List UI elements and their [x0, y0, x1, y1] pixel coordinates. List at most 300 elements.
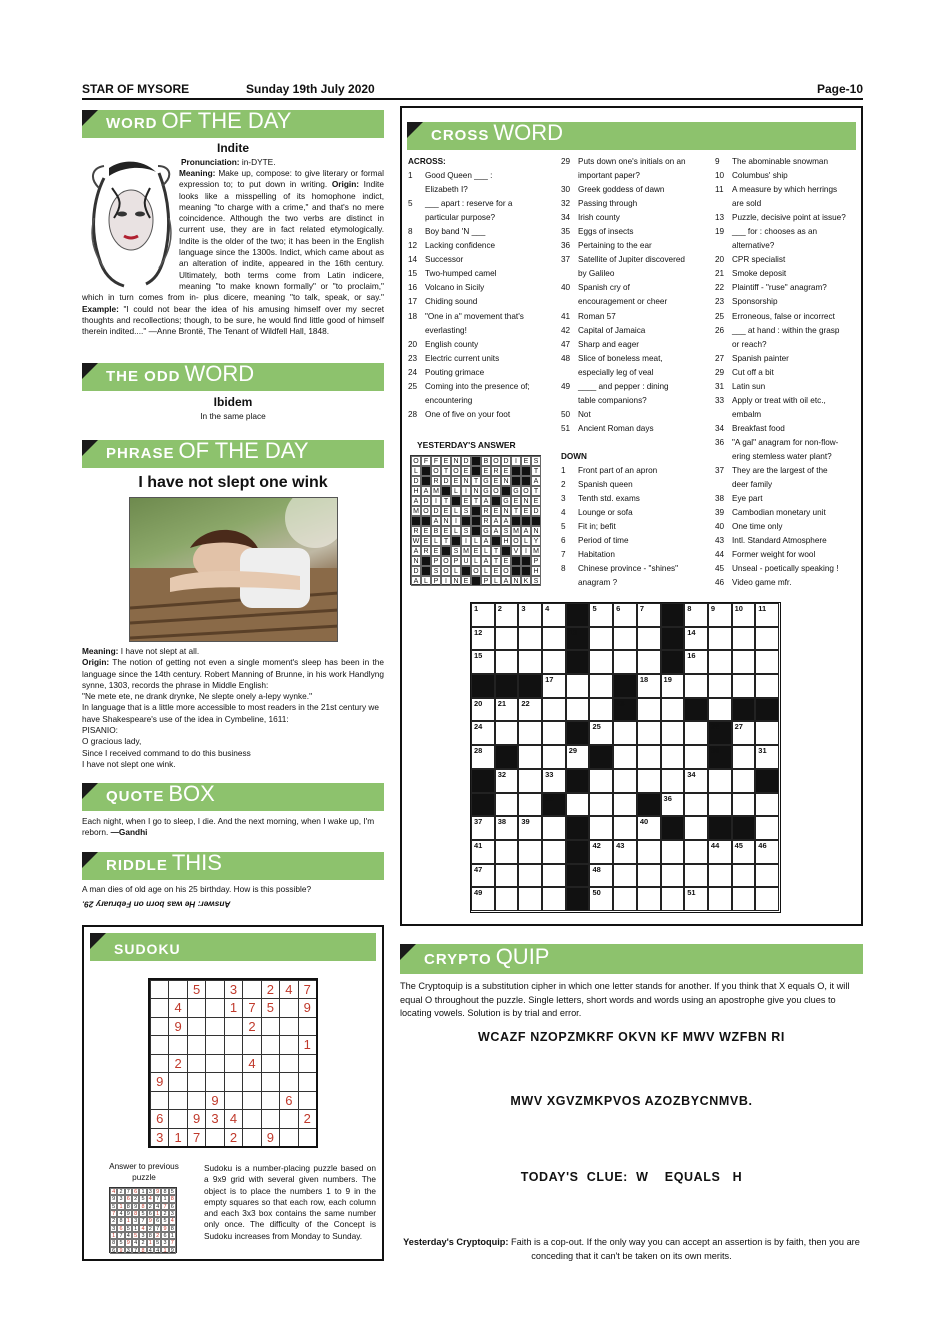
crossword-cell[interactable]: [637, 745, 661, 769]
crossword-cell[interactable]: [542, 603, 566, 627]
sudoku-cell[interactable]: [279, 1072, 297, 1090]
sudoku-answer-cell: 5: [110, 1203, 117, 1210]
crossword-cell[interactable]: [708, 793, 732, 817]
crossword-cell[interactable]: [755, 721, 779, 745]
sudoku-cell[interactable]: [224, 1054, 242, 1072]
sudoku-cell: 9: [187, 1109, 205, 1127]
black-square: [684, 698, 708, 722]
crossword-cell[interactable]: [471, 627, 495, 651]
crossword-cell[interactable]: [755, 887, 779, 911]
sudoku-answer-cell: 8: [169, 1195, 176, 1202]
sudoku-cell[interactable]: [205, 1017, 223, 1035]
answer-cell: D: [421, 496, 431, 506]
clue-item: 48 Slice of boneless meat,: [561, 353, 663, 363]
sudoku-cell[interactable]: [150, 1017, 168, 1035]
clue-number: 43: [616, 840, 625, 850]
crossword-cell[interactable]: [495, 793, 519, 817]
crossword-cell[interactable]: [613, 887, 637, 911]
crossword-cell[interactable]: [613, 650, 637, 674]
clue-number: 19: [663, 675, 672, 685]
crossword-cell[interactable]: [732, 627, 756, 651]
crossword-cell[interactable]: [471, 887, 495, 911]
crossword-cell[interactable]: [613, 745, 637, 769]
crossword-cell[interactable]: [542, 887, 566, 911]
crossword-cell[interactable]: [684, 769, 708, 793]
crossword-cell[interactable]: [566, 674, 590, 698]
sudoku-cell: 2: [261, 980, 279, 998]
crossword-cell[interactable]: [613, 816, 637, 840]
sudoku-answer-cell: 2: [117, 1188, 124, 1195]
sudoku-cell[interactable]: [187, 1054, 205, 1072]
crossword-cell[interactable]: [613, 721, 637, 745]
sudoku-answer-cell: 6: [147, 1210, 154, 1217]
crossword-cell[interactable]: [708, 674, 732, 698]
sudoku-cell[interactable]: [150, 1035, 168, 1053]
crossword-cell[interactable]: [589, 721, 613, 745]
crossword-cell[interactable]: [684, 864, 708, 888]
crossword-cell[interactable]: [708, 627, 732, 651]
crossword-cell[interactable]: [708, 650, 732, 674]
sudoku-answer-cell: 7: [125, 1188, 132, 1195]
clue-item: everlasting!: [425, 325, 467, 335]
crossword-cell[interactable]: [589, 793, 613, 817]
word-of-day-banner: WORD OF THE DAY: [82, 110, 384, 138]
answer-cell: [521, 476, 531, 486]
crossword-cell[interactable]: [708, 698, 732, 722]
crossword-cell[interactable]: [684, 745, 708, 769]
crossword-cell[interactable]: [542, 816, 566, 840]
sudoku-cell[interactable]: [279, 1109, 297, 1127]
clue-item: 2 Spanish queen: [561, 480, 633, 490]
crossword-cell[interactable]: [495, 603, 519, 627]
answer-cell: [421, 466, 431, 476]
answer-cell: E: [431, 546, 441, 556]
crossword-cell[interactable]: [708, 769, 732, 793]
sudoku-cell[interactable]: [150, 980, 168, 998]
crossword-cell[interactable]: [495, 887, 519, 911]
sudoku-cell[interactable]: [224, 1072, 242, 1090]
sudoku-cell[interactable]: [298, 1017, 316, 1035]
sudoku-cell[interactable]: [205, 1072, 223, 1090]
crossword-cell[interactable]: [566, 793, 590, 817]
crossword-cell[interactable]: [518, 840, 542, 864]
crossword-cell[interactable]: [613, 864, 637, 888]
answer-cell: A: [481, 496, 491, 506]
crossword-cell[interactable]: [684, 674, 708, 698]
clue-item: 40 One time only: [715, 522, 783, 532]
sudoku-cell[interactable]: [242, 1128, 260, 1146]
crossword-cell[interactable]: [755, 793, 779, 817]
crossword-cell[interactable]: [637, 698, 661, 722]
answer-cell: L: [471, 536, 481, 546]
crossword-cell[interactable]: [495, 650, 519, 674]
sudoku-cell[interactable]: [261, 1054, 279, 1072]
crossword-cell[interactable]: [684, 793, 708, 817]
crossword-cell[interactable]: [566, 745, 590, 769]
odd-word-banner: THE ODD WORD: [82, 363, 384, 391]
clue-number: 20: [474, 698, 483, 708]
phrase-body: Meaning: I have not slept at all. Origin: The notion of getting not even a single moment's sleep has been in the language since the 14th century. Robert Manning of Brunne, in his work Handlyng synne, 1303, records the phrase in Middle English: "Ne mete ete, ne drank drynke, Ne slepte onely a-lepy wynke." In language that is a little more accessible to most readers in the 21st century we have Shakespeare's use of the idea in Cymbeline, 1611: PISANIO: O gracious lady, Since I received command to do this business I have not slept one wink.: [82, 646, 384, 769]
crossword-cell[interactable]: [589, 674, 613, 698]
crossword-cell[interactable]: [661, 674, 685, 698]
crossword-cell[interactable]: [755, 816, 779, 840]
crossword-cell[interactable]: [732, 603, 756, 627]
clue-number: 47: [474, 864, 483, 874]
answer-cell: L: [481, 546, 491, 556]
crossword-cell[interactable]: [495, 721, 519, 745]
crossword-cell[interactable]: [471, 745, 495, 769]
sudoku-cell[interactable]: [224, 1091, 242, 1109]
cryptoquip-line2: MWV XGVZMKPVOS AZOZBYCNMVB.: [510, 1094, 753, 1108]
crossword-cell[interactable]: [661, 745, 685, 769]
clue-item: anagram ?: [578, 578, 618, 588]
crossword-cell[interactable]: [542, 745, 566, 769]
answer-cell: N: [471, 486, 481, 496]
crossword-cell[interactable]: [684, 627, 708, 651]
sudoku-cell[interactable]: [242, 980, 260, 998]
crossword-cell[interactable]: [637, 603, 661, 627]
crossword-cell[interactable]: [495, 864, 519, 888]
crossword-cell[interactable]: [755, 745, 779, 769]
crossword-cell[interactable]: [661, 721, 685, 745]
sudoku-answer-cell: 8: [117, 1217, 124, 1224]
sudoku-cell[interactable]: [279, 1035, 297, 1053]
crossword-cell[interactable]: [732, 887, 756, 911]
clue-number: 48: [592, 864, 601, 874]
clue-item: ering stemless water plant?: [732, 451, 832, 461]
crossword-cell[interactable]: [518, 887, 542, 911]
sudoku-cell[interactable]: [150, 1091, 168, 1109]
crossword-cell[interactable]: [471, 603, 495, 627]
clue-item: 22 Plaintiff - "ruse" anagram?: [715, 283, 827, 293]
sudoku-cell[interactable]: [298, 1091, 316, 1109]
answer-cell: T: [441, 536, 451, 546]
answer-cell: O: [441, 566, 451, 576]
crossword-cell[interactable]: [755, 603, 779, 627]
crossword-cell[interactable]: [732, 864, 756, 888]
sudoku-answer-cell: 9: [110, 1195, 117, 1202]
sudoku-cell: 3: [150, 1128, 168, 1146]
crossword-cell[interactable]: [708, 864, 732, 888]
crossword-cell[interactable]: [471, 721, 495, 745]
crossword-cell[interactable]: [684, 816, 708, 840]
crossword-cell[interactable]: [732, 769, 756, 793]
crossword-cell[interactable]: [589, 816, 613, 840]
answer-cell: E: [471, 546, 481, 556]
crossword-cell[interactable]: [708, 887, 732, 911]
sudoku-cell[interactable]: [261, 1091, 279, 1109]
answer-cell: [421, 566, 431, 576]
crossword-cell[interactable]: [684, 840, 708, 864]
crossword-cell[interactable]: [518, 745, 542, 769]
sudoku-answer-cell: 6: [117, 1225, 124, 1232]
crossword-cell[interactable]: [732, 674, 756, 698]
sudoku-cell: 3: [224, 980, 242, 998]
crossword-cell[interactable]: [661, 769, 685, 793]
crossword-cell[interactable]: [732, 721, 756, 745]
crossword-cell[interactable]: [684, 887, 708, 911]
clue-number: 15: [474, 651, 483, 661]
clue-item: 36 Pertaining to the ear: [561, 241, 652, 251]
crossword-cell[interactable]: [684, 721, 708, 745]
crossword-cell[interactable]: [518, 793, 542, 817]
crossword-cell[interactable]: [518, 603, 542, 627]
crossword-cell[interactable]: [542, 769, 566, 793]
clue-item: 35 Eggs of insects: [561, 227, 634, 237]
answer-cell: I: [441, 576, 451, 586]
clue-number: 45: [734, 840, 743, 850]
crossword-cell[interactable]: [589, 769, 613, 793]
crossword-cell[interactable]: [518, 721, 542, 745]
crossword-cell[interactable]: [589, 650, 613, 674]
sudoku-cell[interactable]: [168, 1072, 186, 1090]
answer-cell: O: [441, 556, 451, 566]
answer-cell: S: [531, 576, 541, 586]
answer-cell: N: [451, 576, 461, 586]
clue-number: 16: [687, 651, 696, 661]
crossword-cell[interactable]: [589, 627, 613, 651]
crossword-cell[interactable]: [495, 627, 519, 651]
sudoku-cell[interactable]: [150, 998, 168, 1016]
crossword-cell[interactable]: [732, 840, 756, 864]
crossword-cell[interactable]: [637, 769, 661, 793]
clue-number: 25: [592, 722, 601, 732]
clue-number: 21: [497, 698, 507, 708]
crossword-cell[interactable]: [613, 627, 637, 651]
crossword-cell[interactable]: [589, 603, 613, 627]
crossword-cell[interactable]: [542, 840, 566, 864]
across-clues-col1: ACROSS: 1 Good Queen ___ : Elizabeth I? 5 ___ apart : reserve for a particular purpose? 8 Boy band 'N ___ 12 Lacking confidence 14 Successor 15 Two-humped camel 16 Volcano in Sicily 17 Chiding sound 18 "One in a" movement that's everlasting! 20 English county 23 Electric current units 24 Pouting grimace 25 Coming into the presence of; encountering 28 One of five on your foot: [408, 155, 558, 422]
answer-cell: E: [441, 506, 451, 516]
crossword-cell[interactable]: [637, 840, 661, 864]
crossword-cell[interactable]: [518, 627, 542, 651]
crossword-cell[interactable]: [684, 650, 708, 674]
sudoku-cell[interactable]: [261, 1109, 279, 1127]
sudoku-cell[interactable]: [298, 1072, 316, 1090]
sudoku-cell[interactable]: [279, 1017, 297, 1035]
sudoku-cell: 6: [150, 1109, 168, 1127]
answer-cell: P: [451, 556, 461, 566]
sudoku-cell[interactable]: [242, 1072, 260, 1090]
crossword-cell[interactable]: [637, 721, 661, 745]
sudoku-cell[interactable]: [298, 1054, 316, 1072]
clue-number: 18: [639, 675, 649, 685]
crossword-cell[interactable]: [637, 887, 661, 911]
sudoku-cell[interactable]: [187, 1091, 205, 1109]
crossword-cell[interactable]: [661, 840, 685, 864]
sudoku-description: Sudoku is a number-placing puzzle based on a 9x9 grid with several given numbers. The object is to place the numbers 1 to 9 in the empty squares so that each row, each column and each 3x3 box contains the same number only once. The difficulty of the Concept is Sudoku increases from Monday to Sunday.: [204, 1163, 376, 1241]
crossword-cell[interactable]: [495, 769, 519, 793]
answer-cell: W: [412, 538, 420, 545]
crossword-cell[interactable]: [755, 864, 779, 888]
sudoku-cell: 9: [298, 998, 316, 1016]
crossword-cell[interactable]: [637, 674, 661, 698]
sudoku-cell[interactable]: [150, 1054, 168, 1072]
sudoku-cell[interactable]: [168, 1109, 186, 1127]
crossword-cell[interactable]: [471, 816, 495, 840]
crossword-cell[interactable]: [518, 816, 542, 840]
crossword-cell[interactable]: [732, 793, 756, 817]
sudoku-cell[interactable]: [205, 1054, 223, 1072]
crossword-cell[interactable]: [589, 887, 613, 911]
answer-cell: I: [521, 546, 531, 556]
sudoku-cell: 3: [205, 1109, 223, 1127]
answer-cell: S: [451, 546, 461, 556]
crossword-cell[interactable]: [613, 840, 637, 864]
crossword-cell[interactable]: [471, 650, 495, 674]
answer-cell: L: [451, 566, 461, 576]
crossword-cell[interactable]: [708, 603, 732, 627]
sudoku-cell[interactable]: [242, 1091, 260, 1109]
answer-cell: A: [491, 526, 501, 536]
clue-item: 23 Electric current units: [408, 353, 500, 363]
sudoku-cell[interactable]: [187, 1035, 205, 1053]
crossword-cell[interactable]: [755, 674, 779, 698]
crossword-cell[interactable]: [471, 840, 495, 864]
sudoku-answer-cell: 3: [147, 1188, 154, 1195]
answer-cell: E: [461, 576, 471, 586]
answer-cell: D: [411, 476, 421, 486]
sudoku-answer-cell: 2: [132, 1195, 139, 1202]
crossword-cell[interactable]: [589, 698, 613, 722]
crossword-cell[interactable]: [542, 674, 566, 698]
crossword-cell[interactable]: [542, 627, 566, 651]
crossword-cell[interactable]: [518, 769, 542, 793]
clue-number: 34: [687, 769, 696, 779]
crossword-cell[interactable]: [542, 698, 566, 722]
sudoku-cell[interactable]: [187, 998, 205, 1016]
sudoku-cell: 5: [261, 998, 279, 1016]
crossword-cell[interactable]: [589, 864, 613, 888]
crossword-cell[interactable]: [637, 627, 661, 651]
crossword-cell[interactable]: [755, 650, 779, 674]
crossword-cell[interactable]: [518, 650, 542, 674]
sudoku-cell[interactable]: [168, 1091, 186, 1109]
answer-cell: A: [531, 476, 541, 486]
answer-cell: S: [431, 566, 441, 576]
answer-cell: B: [431, 526, 441, 536]
crossword-cell[interactable]: [495, 816, 519, 840]
crossword-cell[interactable]: [637, 650, 661, 674]
black-square: [471, 769, 495, 793]
clue-number: 12: [474, 627, 483, 637]
sudoku-cell: 9: [261, 1128, 279, 1146]
sudoku-cell[interactable]: [242, 1109, 260, 1127]
crossword-cell[interactable]: [684, 603, 708, 627]
crossword-cell[interactable]: [471, 864, 495, 888]
sudoku-answer-cell: 4: [139, 1225, 146, 1232]
crossword-cell[interactable]: [661, 793, 685, 817]
crossword-cell[interactable]: [542, 650, 566, 674]
clue-number: 17: [545, 675, 554, 685]
crossword-cell[interactable]: [566, 698, 590, 722]
sudoku-cell: 4: [168, 998, 186, 1016]
answer-cell: O: [491, 456, 501, 466]
clue-item: are sold: [732, 199, 762, 209]
crossword-cell[interactable]: [518, 698, 542, 722]
sudoku-cell[interactable]: [279, 998, 297, 1016]
sudoku-cell[interactable]: [205, 980, 223, 998]
crossword-cell[interactable]: [542, 864, 566, 888]
crossword-cell[interactable]: [661, 864, 685, 888]
crossword-cell[interactable]: [495, 698, 519, 722]
sudoku-cell[interactable]: [168, 1035, 186, 1053]
quote-banner: QUOTE BOX: [82, 783, 384, 811]
crossword-cell[interactable]: [637, 816, 661, 840]
sudoku-cell[interactable]: [261, 1035, 279, 1053]
crossword-cell[interactable]: [661, 698, 685, 722]
answer-cell: I: [461, 536, 471, 546]
crossword-cell[interactable]: [613, 769, 637, 793]
crossword-cell[interactable]: [755, 840, 779, 864]
sudoku-cell[interactable]: [205, 1035, 223, 1053]
clue-number: 26: [710, 722, 720, 732]
crossword-cell[interactable]: [589, 840, 613, 864]
black-square: [708, 721, 732, 745]
sudoku-cell[interactable]: [261, 1072, 279, 1090]
clue-item: 23 Sponsorship: [715, 297, 778, 307]
clue-number: 46: [758, 840, 767, 850]
clue-item: 51 Ancient Roman days: [561, 423, 654, 433]
sudoku-cell[interactable]: [261, 1017, 279, 1035]
sudoku-answer-cell: 4: [117, 1210, 124, 1217]
crossword-cell[interactable]: [613, 603, 637, 627]
sudoku-answer-cell: 6: [132, 1188, 139, 1195]
sudoku-cell[interactable]: [224, 1035, 242, 1053]
sudoku-cell[interactable]: [279, 1054, 297, 1072]
crossword-cell[interactable]: [755, 627, 779, 651]
sudoku-cell[interactable]: [187, 1072, 205, 1090]
sudoku-answer-cell: 1: [125, 1217, 132, 1224]
clue-number: 42: [592, 840, 601, 850]
crossword-cell[interactable]: [542, 721, 566, 745]
sudoku-cell[interactable]: [298, 1128, 316, 1146]
crossword-cell[interactable]: [471, 698, 495, 722]
sudoku-cell[interactable]: [224, 1017, 242, 1035]
clue-item: 15 Two-humped camel: [408, 269, 497, 279]
crossword-cell[interactable]: [708, 840, 732, 864]
answer-cell: D: [531, 506, 541, 516]
answer-cell: [421, 556, 431, 566]
crossword-cell[interactable]: [732, 745, 756, 769]
crossword-cell[interactable]: [518, 864, 542, 888]
sudoku-cell[interactable]: [242, 1035, 260, 1053]
crossword-cell[interactable]: [613, 793, 637, 817]
clue-item: by Galileo: [578, 269, 615, 279]
sudoku-answer-cell: 4: [169, 1217, 176, 1224]
sudoku-cell[interactable]: [205, 998, 223, 1016]
sudoku-answer-cell: 2: [110, 1217, 117, 1224]
crossword-cell[interactable]: [732, 650, 756, 674]
answer-cell: [421, 476, 431, 486]
crossword-cell[interactable]: [661, 887, 685, 911]
crossword-cell[interactable]: [637, 864, 661, 888]
sudoku-cell: 9: [168, 1017, 186, 1035]
answer-cell: [471, 576, 481, 586]
sudoku-cell[interactable]: [279, 1128, 297, 1146]
sudoku-cell[interactable]: [168, 980, 186, 998]
answer-cell: H: [531, 566, 541, 576]
sudoku-answer-cell: 9: [125, 1239, 132, 1246]
sudoku-cell[interactable]: [187, 1017, 205, 1035]
crossword-cell[interactable]: [495, 840, 519, 864]
sudoku-answer-cell: 3: [161, 1239, 168, 1246]
sudoku-cell[interactable]: [205, 1128, 223, 1146]
answer-cell: L: [411, 466, 421, 476]
clue-item: Elizabeth I?: [425, 185, 468, 195]
answer-cell: K: [521, 576, 531, 586]
sudoku-answer-cell: 8: [125, 1203, 132, 1210]
